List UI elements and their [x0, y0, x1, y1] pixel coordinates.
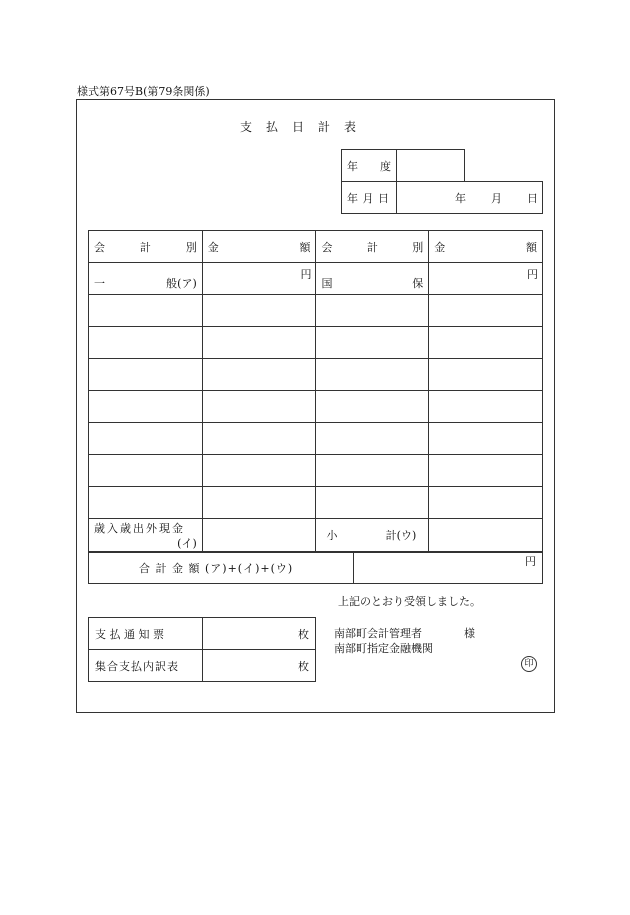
table-cell[interactable] — [316, 487, 429, 519]
table-header-row — [89, 231, 543, 263]
table-row — [89, 359, 543, 391]
addressee-honorific: 様 — [464, 627, 475, 640]
table-cell[interactable] — [316, 391, 429, 423]
date-label-month: 月 — [362, 192, 374, 205]
fiscal-year-value[interactable] — [399, 153, 463, 178]
breakdown-unit: 枚 — [298, 659, 309, 673]
form-label: 様式第67号B(第79条関係) — [77, 85, 210, 98]
fiscal-year-label-2: 度 — [380, 160, 391, 173]
table-cell[interactable] — [89, 455, 203, 487]
misc-cash-label-cell — [89, 519, 203, 552]
table-cell[interactable] — [202, 455, 316, 487]
date-label-day: 日 — [378, 192, 389, 205]
table-cell[interactable] — [89, 327, 203, 359]
total-unit: 円 — [525, 555, 536, 568]
notice-unit: 枚 — [298, 627, 309, 641]
table-cell[interactable] — [202, 359, 316, 391]
notice-row — [89, 618, 316, 650]
table-cell[interactable] — [316, 295, 429, 327]
subtotal-amount-cell[interactable] — [429, 519, 543, 552]
total-label: 合 計 金 額 (ア)+(イ)+(ウ) — [139, 562, 294, 575]
table-cell[interactable] — [202, 391, 316, 423]
table-cell[interactable] — [89, 487, 203, 519]
table-cell[interactable] — [429, 359, 543, 391]
table-cell[interactable] — [429, 487, 543, 519]
table-cell[interactable] — [429, 423, 543, 455]
table-cell[interactable] — [202, 487, 316, 519]
notice-count-cell[interactable] — [202, 618, 316, 650]
table-cell[interactable] — [89, 391, 203, 423]
date-day-unit: 日 — [527, 192, 538, 205]
general-account-cell: 一 般(ア) — [89, 263, 203, 295]
table-cell[interactable] — [316, 455, 429, 487]
breakdown-count-cell[interactable] — [202, 650, 316, 682]
breakdown-label-cell — [89, 650, 203, 682]
date-month-unit: 月 — [491, 192, 502, 205]
date-label — [347, 193, 389, 204]
table-row — [89, 423, 543, 455]
table-cell[interactable] — [202, 327, 316, 359]
table-cell[interactable] — [429, 391, 543, 423]
misc-cash-code: (イ) — [177, 537, 197, 550]
year-date-box — [341, 149, 543, 214]
table-cell[interactable] — [429, 327, 543, 359]
seal-icon: 印 — [521, 656, 537, 672]
table-row — [89, 327, 543, 359]
national-insurance-account-cell: 国 保 — [316, 263, 429, 295]
date-year-unit: 年 — [455, 192, 466, 205]
misc-cash-label: 歳入歳出外現金 — [94, 522, 185, 535]
table-cell[interactable] — [202, 423, 316, 455]
table-row — [89, 455, 543, 487]
date-label-year: 年 — [347, 192, 358, 205]
table-cell[interactable] — [89, 423, 203, 455]
table-row — [89, 263, 543, 295]
table-cell[interactable] — [202, 295, 316, 327]
total-row — [88, 551, 543, 584]
account-table — [88, 230, 543, 552]
header-account-right: 会 計 別 — [316, 231, 429, 263]
subtotal-label-cell: 小 計(ウ) — [316, 519, 429, 552]
breakdown-label: 集合支払内訳表 — [95, 659, 179, 673]
addressee-line1: 南部町会計管理者 — [334, 627, 422, 640]
table-cell[interactable] — [429, 295, 543, 327]
header-amount-left: 金 額 — [202, 231, 316, 263]
table-cell[interactable] — [316, 423, 429, 455]
header-account-left: 会 計 別 — [89, 231, 203, 263]
counts-table — [88, 617, 316, 682]
table-cell[interactable] — [316, 359, 429, 391]
national-insurance-amount-cell[interactable]: 円 — [429, 263, 543, 295]
misc-cash-amount-cell[interactable] — [202, 519, 316, 552]
addressee-line2: 南部町指定金融機関 — [334, 642, 433, 655]
fiscal-year-label — [347, 161, 391, 172]
breakdown-row — [89, 650, 316, 682]
table-row — [89, 487, 543, 519]
fiscal-year-label-1: 年 — [347, 160, 358, 173]
table-cell[interactable] — [429, 455, 543, 487]
notice-label-cell — [89, 618, 203, 650]
general-amount-cell[interactable]: 円 — [202, 263, 316, 295]
receipt-note: 上記のとおり受領しました。 — [338, 595, 481, 608]
page-title: 支 払 日 計 表 — [240, 120, 358, 134]
table-cell[interactable] — [89, 295, 203, 327]
table-cell[interactable] — [316, 327, 429, 359]
table-row — [89, 295, 543, 327]
header-amount-right: 金 額 — [429, 231, 543, 263]
misc-subtotal-row — [89, 519, 543, 552]
table-cell[interactable] — [89, 359, 203, 391]
notice-label: 支 払 通 知 票 — [95, 627, 164, 641]
table-row — [89, 391, 543, 423]
